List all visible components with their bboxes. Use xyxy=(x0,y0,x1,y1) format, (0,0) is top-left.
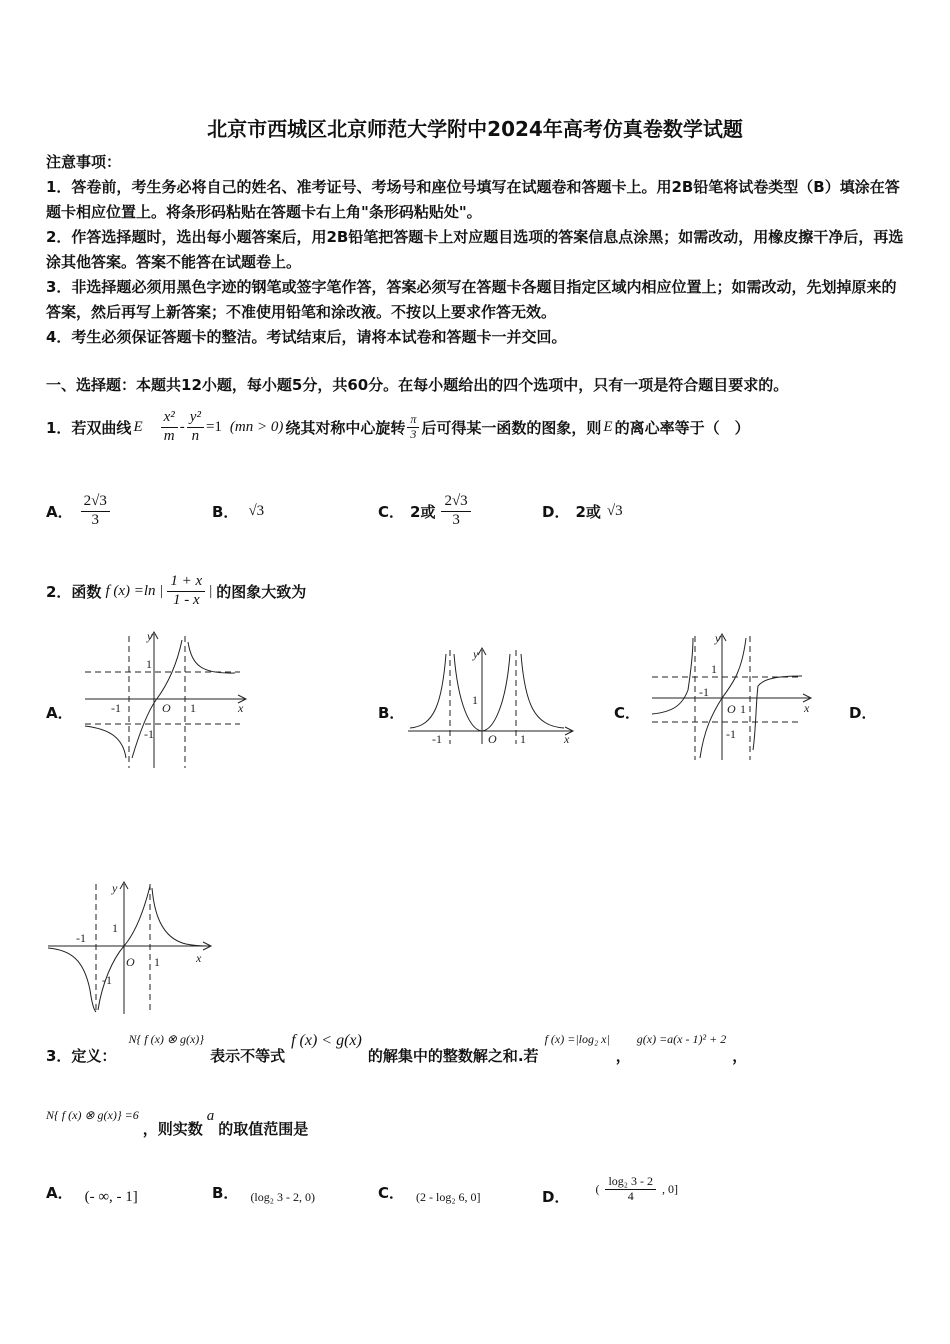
q3-comma-1: ， xyxy=(615,1046,631,1065)
tick-neg-1: -1 xyxy=(699,685,709,699)
tick-1: 1 xyxy=(190,701,196,715)
q2-option-a-label[interactable]: A． xyxy=(46,704,73,722)
q3-line-2 xyxy=(46,1108,308,1148)
origin-label: O xyxy=(126,955,135,969)
q2-graph-c xyxy=(650,630,820,764)
option-label: B． xyxy=(212,502,239,521)
q1-frac-pi: $\frac{\pi}{3}$ xyxy=(407,413,419,442)
tick-y-1: 1 xyxy=(711,662,717,676)
q1-option-a-frac: $\frac{2√3}{3}$ xyxy=(81,493,110,529)
q1-option-c-prefix: 2或 xyxy=(410,502,436,521)
q3-option-d[interactable] xyxy=(542,1164,678,1214)
x-axis-label: x xyxy=(196,951,202,965)
q3-option-c[interactable] xyxy=(378,1172,481,1212)
notice-item-4: 4．考生必须保证答题卡的整洁。考试结束后，请将本试卷和答题卡一并交回。 xyxy=(46,328,567,346)
q1-text-2: 绕其对称中心旋转 xyxy=(285,418,406,437)
q2-text: 的图象大致为 xyxy=(216,582,307,601)
tick-y-neg-1: -1 xyxy=(102,973,112,987)
option-label: B． xyxy=(212,1183,239,1202)
q3-text-2: 的解集中的整数解之和.若 xyxy=(367,1046,539,1065)
q2-graph-d xyxy=(46,880,218,1018)
q3-option-b[interactable] xyxy=(212,1172,315,1212)
x-axis-label: x xyxy=(804,701,810,715)
q3-option-c-value: (2 - log₂ 6, 0] xyxy=(416,1189,481,1204)
option-label: A． xyxy=(46,1183,73,1202)
q1-minus: - xyxy=(179,418,185,435)
q2-function: f (x) =ln | xyxy=(105,582,164,599)
q3-f-definition: f (x) =|log₂ x| xyxy=(544,1032,610,1046)
q1-text-3: 后可得某一函数的图象，则 xyxy=(421,418,602,437)
tick-neg-1: -1 xyxy=(432,732,442,746)
q3-n-expression: N{ f (x) ⊗ g(x)} xyxy=(128,1032,205,1046)
q2-graph-a xyxy=(80,628,252,772)
q2-option-b-label[interactable]: B． xyxy=(378,704,405,722)
option-label: C． xyxy=(378,502,405,521)
q3-text-4: 的取值范围是 xyxy=(218,1119,309,1138)
origin-label: O xyxy=(162,701,171,715)
origin-label: O xyxy=(727,702,736,716)
q3-g-definition: g(x) =a(x - 1)² + 2 xyxy=(636,1032,727,1046)
q1-option-c-frac: $\frac{2√3}{3}$ xyxy=(441,493,470,529)
tick-y-1: 1 xyxy=(146,657,152,671)
tick-y-1: 1 xyxy=(112,921,118,935)
q1-var-e: E xyxy=(133,418,143,435)
q1-option-a[interactable] xyxy=(46,488,110,534)
x-axis-label: x xyxy=(564,732,570,746)
question-1 xyxy=(46,402,750,452)
q2-option-c-label[interactable]: C． xyxy=(614,704,641,722)
y-axis-label: y xyxy=(147,629,153,643)
question-3 xyxy=(46,1032,747,1078)
option-label: D． xyxy=(542,502,570,521)
y-axis-label: y xyxy=(473,647,479,661)
notice-item-1: 1．答卷前，考生务必将自己的姓名、准考证号、考场号和座位号填写在试题卷和答题卡上。用2B铅笔将试卷类型（B）填涂在答题卡相应位置上。将条形码粘贴在答题卡右上角"条形码粘贴处"。 xyxy=(46,178,900,221)
q2-frac: $\frac{1 + x}{1 - x}$ xyxy=(167,573,205,609)
option-label: D． xyxy=(542,1187,570,1206)
notice-heading: 注意事项： xyxy=(46,153,122,171)
q3-text-3: ，则实数 xyxy=(142,1119,203,1138)
q1-option-b-value: √3 xyxy=(248,502,265,519)
tick-1: 1 xyxy=(154,955,160,969)
y-axis-label: y xyxy=(715,631,721,645)
tick-neg-1: -1 xyxy=(111,701,121,715)
q1-frac-y: $\frac{\text{y²}}{n}$ xyxy=(187,409,204,445)
q1-option-d-prefix: 2或 xyxy=(575,502,601,521)
q3-option-d-close: , 0] xyxy=(661,1181,678,1196)
notice-item-3: 3．非选择题必须用黑色字迹的钢笔或签字笔作答，答案必须写在答题卡各题目指定区域内相应位置上；如需改动，先划掉原来的答案，然后再写上新答案；不准使用铅笔和涂改液。不按以上要求作答无效。 xyxy=(46,278,897,321)
option-label: C． xyxy=(378,1183,405,1202)
y-axis-label: y xyxy=(112,881,118,895)
section-heading: 一、选择题：本题共12小题，每小题5分，共60分。在每小题给出的四个选项中，只有一项是符合题目要求的。 xyxy=(46,376,789,394)
x-axis-label: x xyxy=(238,701,244,715)
q3-option-d-open: ( xyxy=(595,1181,600,1196)
q1-var-e-2: E xyxy=(603,418,613,435)
tick-y-neg-1: -1 xyxy=(144,727,154,741)
q1-option-c[interactable] xyxy=(378,488,471,534)
q3-n-condition: N{ f (x) ⊗ g(x)} =6 xyxy=(46,1108,139,1122)
q2-graph-b xyxy=(404,644,578,748)
tick-1: 1 xyxy=(740,702,746,716)
q2-option-d-label[interactable]: D． xyxy=(849,704,877,722)
q1-number: 1．若双曲线 xyxy=(46,418,132,437)
tick-1: 1 xyxy=(520,732,526,746)
q1-text-4: 的离心率等于（ ） xyxy=(614,418,750,437)
q3-inequality: f (x) < g(x) xyxy=(291,1032,362,1049)
tick-y-1: 1 xyxy=(472,693,478,707)
notice-item-2: 2．作答选择题时，选出每小题答案后，用2B铅笔把答题卡上对应题目选项的答案信息点涂黑；如需改动，用橡皮擦干净后，再选涂其他答案。答案不能答在试题卷上。 xyxy=(46,228,904,271)
q3-text-1: 表示不等式 xyxy=(210,1046,286,1065)
q3-comma-2: ， xyxy=(732,1046,748,1065)
q3-option-d-frac: $\frac{\text{log₂ 3 - 2}}{4}$ xyxy=(605,1175,656,1204)
tick-neg-1: -1 xyxy=(76,931,86,945)
q3-option-a[interactable] xyxy=(46,1172,138,1212)
q1-frac-x: $\frac{\text{x²}}{m}$ xyxy=(161,409,178,445)
q1-option-b[interactable] xyxy=(212,488,264,534)
q3-number: 3．定义： xyxy=(46,1046,117,1065)
q3-var-a: a xyxy=(206,1108,215,1124)
question-2 xyxy=(46,568,306,614)
origin-label: O xyxy=(488,732,497,746)
q1-option-d-value: √3 xyxy=(606,502,623,519)
page-title: 北京市西城区北京师范大学附中2024年高考仿真卷数学试题 xyxy=(207,117,743,141)
q2-number: 2．函数 xyxy=(46,582,102,601)
q1-condition: (mn > 0) xyxy=(229,418,284,435)
tick-y-neg-1: -1 xyxy=(726,727,736,741)
q3-option-b-value: (log₂ 3 - 2, 0) xyxy=(250,1189,315,1204)
q3-option-a-value: (- ∞, - 1] xyxy=(84,1188,138,1205)
q2-bar: | xyxy=(209,582,213,599)
q1-option-d[interactable] xyxy=(542,488,623,534)
q1-rhs: =1 xyxy=(205,418,222,435)
option-label: A． xyxy=(46,502,73,521)
